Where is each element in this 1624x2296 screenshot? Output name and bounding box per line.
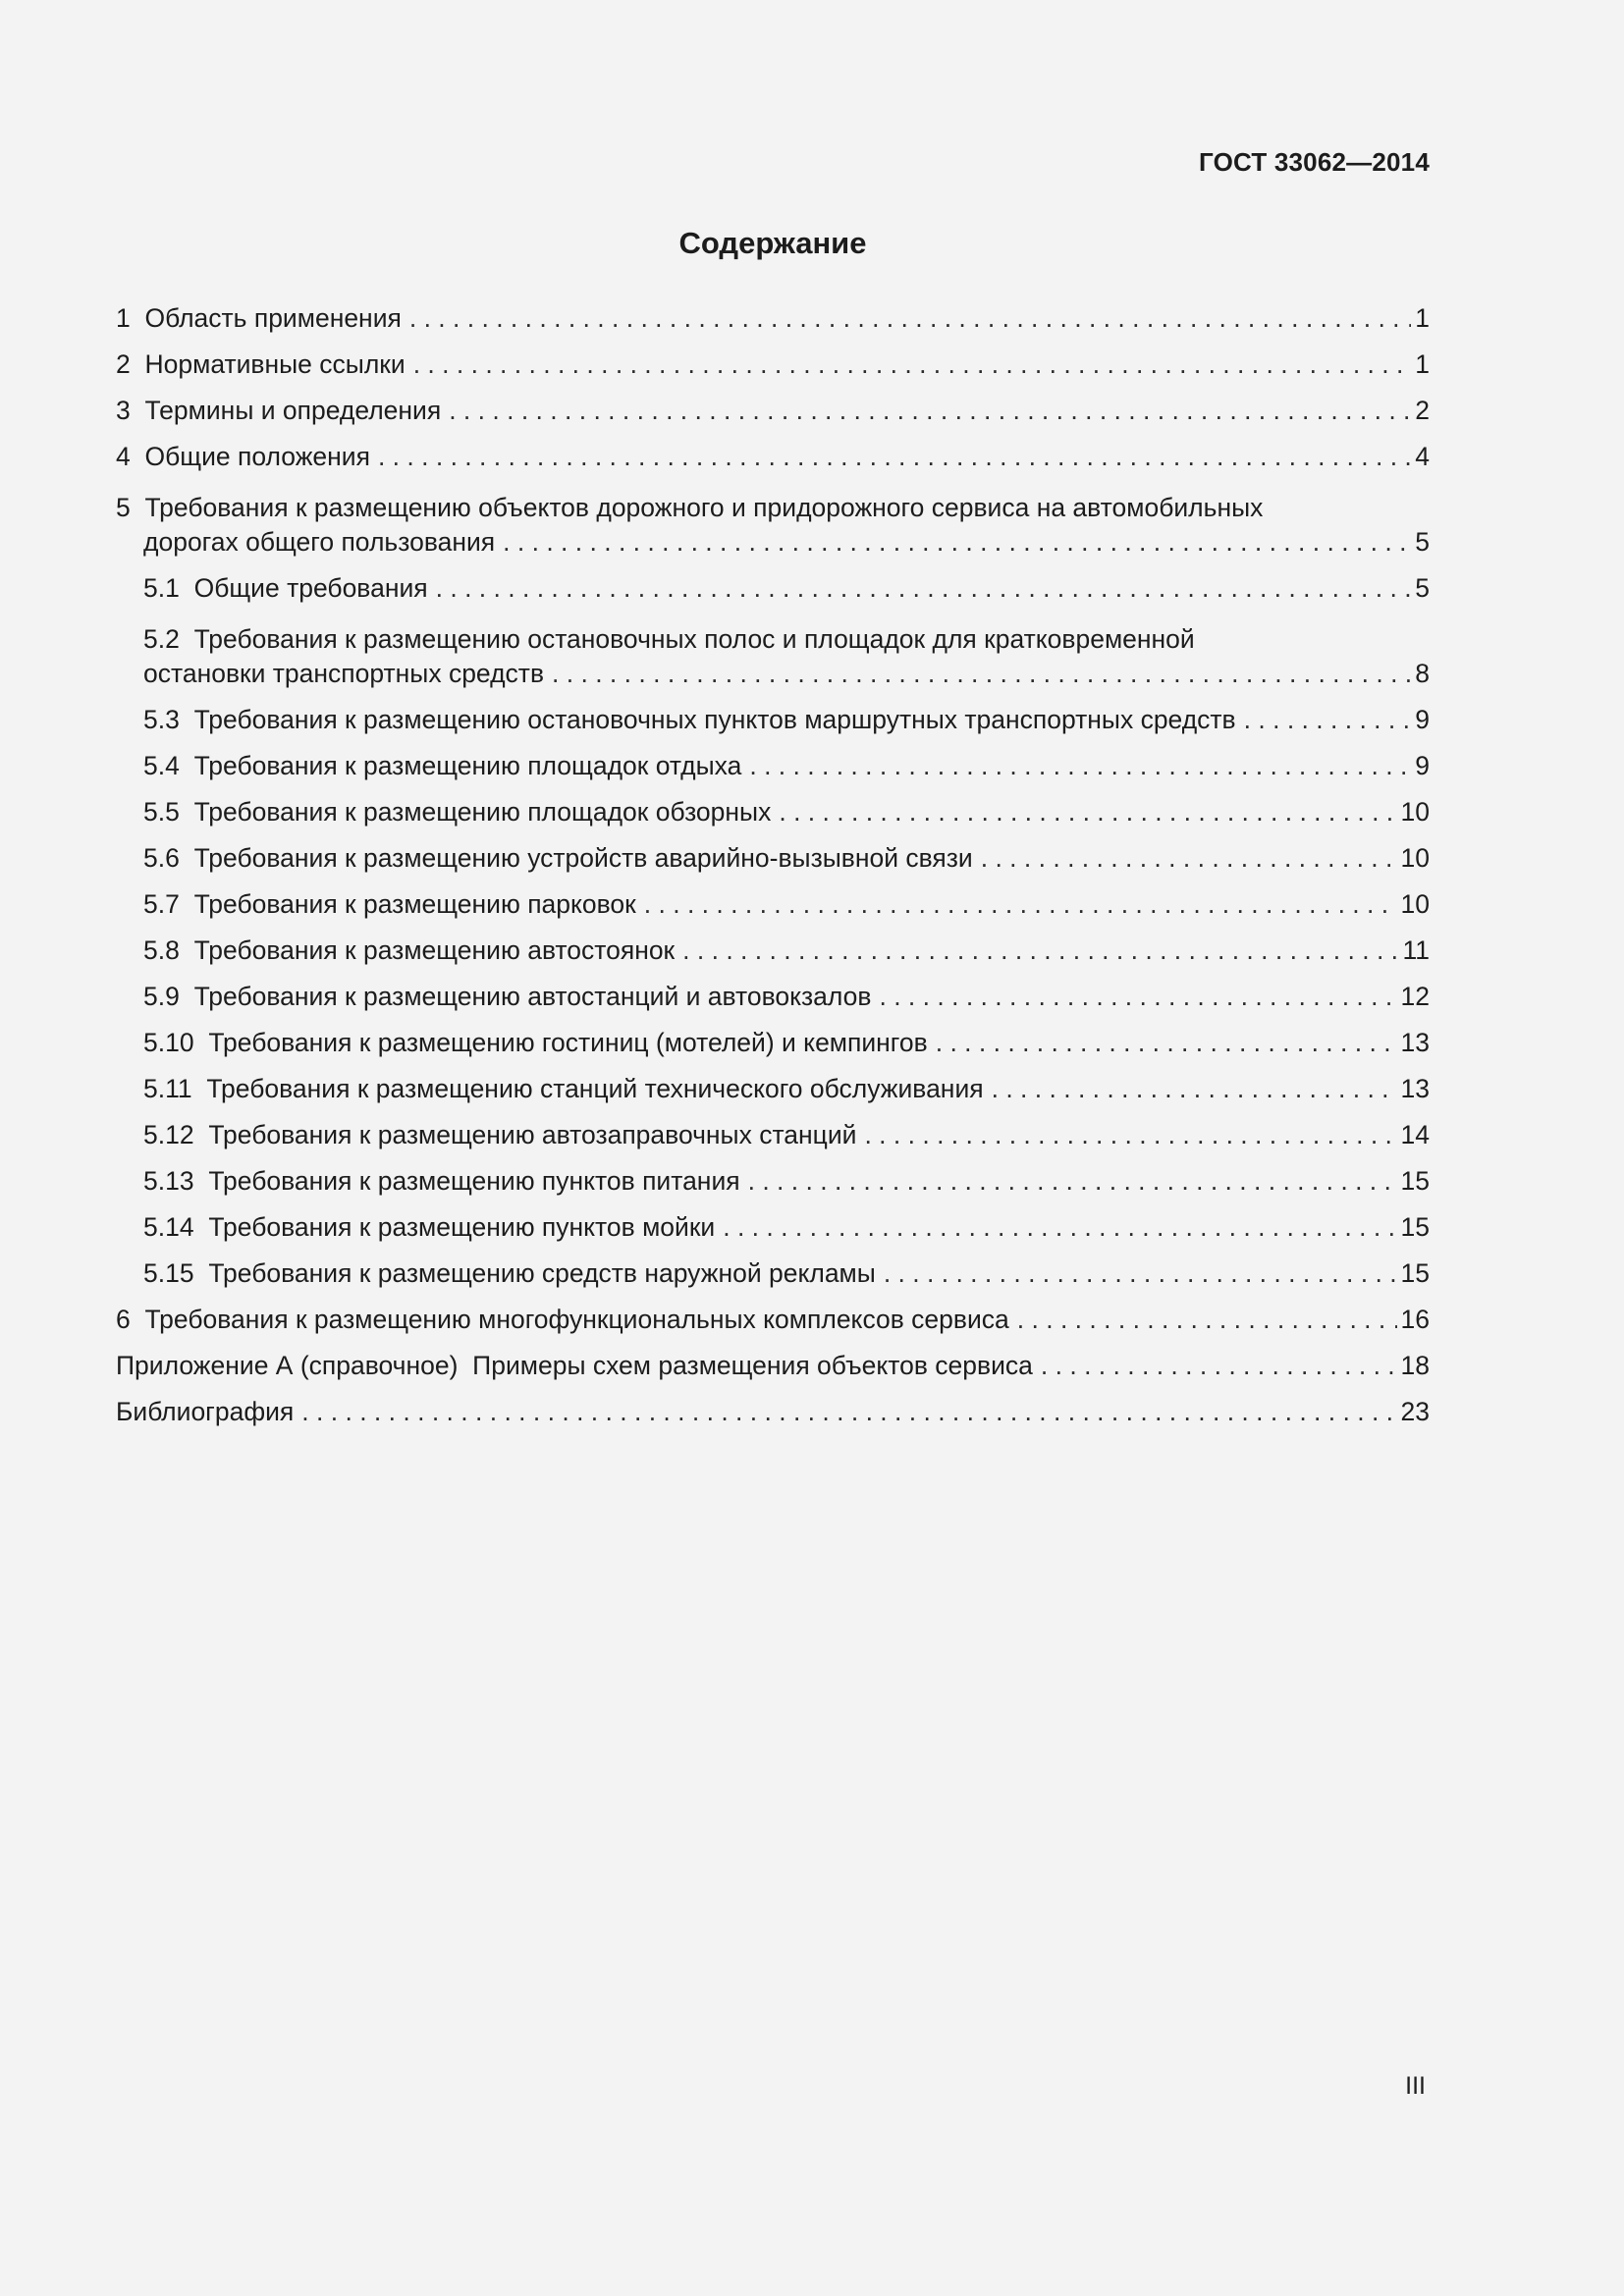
toc-entry-number: 5.9 (143, 982, 180, 1011)
toc-entry-title: Термины и определения (144, 396, 442, 425)
toc-entry-page: 1 (1415, 349, 1430, 379)
toc-entry[interactable] (116, 619, 1430, 705)
toc-entry-title-continued: остановки транспортных средств (143, 659, 545, 688)
toc-entry-page: 8 (1415, 659, 1430, 688)
toc-entry[interactable] (116, 889, 1430, 935)
toc-entry-title: Общие требования (193, 573, 428, 603)
toc-entry-number: 5.7 (143, 889, 180, 919)
toc-entry-page: 2 (1415, 396, 1430, 425)
toc-entry[interactable] (116, 1258, 1430, 1305)
toc-entry[interactable] (116, 1305, 1430, 1351)
toc-entry-number: 5.13 (143, 1166, 194, 1196)
toc-entry-title: Область применения (144, 303, 402, 333)
dot-leader (378, 442, 1411, 472)
toc-entry-page: 9 (1415, 705, 1430, 734)
toc-entry-number: 2 (116, 349, 131, 379)
toc-entry-number: 3 (116, 396, 131, 425)
toc-title: Содержание (678, 226, 867, 260)
toc-entry-number: 5.6 (143, 843, 180, 873)
toc-entry-title: Требования к размещению устройств аварийно-вызывной связи (193, 843, 973, 873)
toc-entry[interactable] (116, 442, 1430, 488)
document-code: ГОСТ 33062—2014 (1199, 147, 1430, 177)
toc-entry[interactable] (116, 1074, 1430, 1120)
appendix-label: Приложение А (справочное) (116, 1351, 459, 1380)
toc-entry-page: 10 (1400, 797, 1430, 827)
toc-entry-page: 15 (1400, 1258, 1430, 1288)
dot-leader (682, 935, 1398, 966)
toc-entry-title: Требования к размещению гостиниц (мотелей) и кемпингов (208, 1028, 928, 1057)
toc-entry-page: 16 (1400, 1305, 1430, 1334)
dot-leader (1017, 1305, 1397, 1335)
toc-entry-title: Требования к размещению многофункциональных комплексов сервиса (144, 1305, 1009, 1334)
dot-leader (413, 349, 1412, 380)
toc-entry-title: Требования к размещению автозаправочных станций (208, 1120, 857, 1149)
toc-entry-number: 4 (116, 442, 131, 471)
toc-entry-page: 15 (1400, 1212, 1430, 1242)
toc-entry-number: 1 (116, 303, 131, 333)
toc-entry-number: 5.8 (143, 935, 180, 965)
toc-entry-page: 13 (1400, 1074, 1430, 1103)
toc-entry[interactable] (116, 396, 1430, 442)
toc-entry-title: Требования к размещению остановочных пунктов маршрутных транспортных средств (193, 705, 1236, 734)
dot-leader (449, 396, 1411, 426)
dot-leader (552, 659, 1411, 689)
toc-entry-title: Требования к размещению станций технического обслуживания (206, 1074, 984, 1103)
toc-entry-title: Примеры схем размещения объектов сервиса (472, 1351, 1033, 1380)
toc-entry-title: Требования к размещению автостанций и автовокзалов (193, 982, 872, 1011)
toc-entry-title: Библиография (116, 1397, 295, 1426)
toc-entry-title: Нормативные ссылки (144, 349, 406, 379)
toc-entry-page: 4 (1415, 442, 1430, 471)
toc-entry-page: 18 (1400, 1351, 1430, 1380)
toc-entry-title: Требования к размещению пунктов мойки (208, 1212, 716, 1242)
dot-leader (936, 1028, 1397, 1058)
dot-leader (981, 843, 1397, 874)
dot-leader (409, 303, 1411, 334)
toc-entry-bibliography[interactable] (116, 1397, 1430, 1443)
toc-entry-page: 11 (1402, 935, 1430, 965)
toc-entry-title: Требования к размещению площадок отдыха (193, 751, 742, 780)
table-of-contents (116, 303, 1430, 1443)
toc-entry-number: 5.14 (143, 1212, 194, 1242)
toc-entry-page: 23 (1400, 1397, 1430, 1426)
toc-entry-page: 13 (1400, 1028, 1430, 1057)
toc-entry-number: 5.3 (143, 705, 180, 734)
toc-entry-number: 5.15 (143, 1258, 194, 1288)
toc-entry[interactable] (116, 751, 1430, 797)
toc-entry[interactable] (116, 843, 1430, 889)
toc-entry-page: 1 (1415, 303, 1430, 333)
dot-leader (779, 797, 1396, 828)
page-number: III (1405, 2072, 1426, 2100)
toc-entry[interactable] (116, 573, 1430, 619)
toc-entry[interactable] (116, 705, 1430, 751)
toc-entry[interactable] (116, 1028, 1430, 1074)
toc-entry-page: 14 (1400, 1120, 1430, 1149)
toc-entry[interactable] (116, 303, 1430, 349)
dot-leader (992, 1074, 1397, 1104)
dot-leader (503, 527, 1411, 558)
toc-entry-number: 5.5 (143, 797, 180, 827)
toc-entry-number: 5.12 (143, 1120, 194, 1149)
toc-entry-title: Требования к размещению средств наружной рекламы (208, 1258, 876, 1288)
toc-entry[interactable] (116, 1166, 1430, 1212)
dot-leader (879, 982, 1396, 1012)
toc-entry[interactable] (116, 349, 1430, 396)
dot-leader (749, 751, 1411, 781)
dot-leader (1041, 1351, 1397, 1381)
toc-entry-title: Общие положения (144, 442, 370, 471)
dot-leader (748, 1166, 1397, 1197)
toc-entry-page: 5 (1415, 573, 1430, 603)
dot-leader (301, 1397, 1396, 1427)
toc-entry-appendix[interactable] (116, 1351, 1430, 1397)
toc-entry-page: 10 (1400, 843, 1430, 873)
toc-entry-number: 5.4 (143, 751, 180, 780)
toc-entry-page: 5 (1415, 527, 1430, 557)
dot-leader (1244, 705, 1412, 735)
toc-entry-title-continued: дорогах общего пользования (143, 527, 496, 557)
toc-entry-title: Требования к размещению парковок (193, 889, 636, 919)
toc-entry[interactable] (116, 797, 1430, 843)
toc-entry-number: 5.1 (143, 573, 180, 603)
dot-leader (436, 573, 1412, 604)
toc-entry[interactable] (116, 1212, 1430, 1258)
toc-entry[interactable] (116, 982, 1430, 1028)
toc-entry[interactable] (116, 1120, 1430, 1166)
toc-entry-page: 9 (1415, 751, 1430, 780)
toc-entry-page: 12 (1400, 982, 1430, 1011)
toc-entry-number: 5 (116, 493, 131, 522)
dot-leader (864, 1120, 1396, 1150)
toc-entry-number: 5.2 (143, 624, 180, 654)
toc-entry[interactable] (116, 935, 1430, 982)
dot-leader (644, 889, 1397, 920)
dot-leader (884, 1258, 1397, 1289)
toc-entry-page: 10 (1400, 889, 1430, 919)
toc-entry-title: Требования к размещению остановочных полос и площадок для кратковременной (193, 624, 1195, 654)
toc-entry-title: Требования к размещению автостоянок (193, 935, 676, 965)
dot-leader (723, 1212, 1396, 1243)
toc-entry-number: 5.10 (143, 1028, 194, 1057)
toc-entry-number: 5.11 (143, 1074, 192, 1103)
toc-entry-title: Требования к размещению объектов дорожного и придорожного сервиса на автомобильных (144, 493, 1264, 522)
toc-entry-title: Требования к размещению пунктов питания (208, 1166, 740, 1196)
toc-entry-page: 15 (1400, 1166, 1430, 1196)
toc-entry[interactable] (116, 488, 1430, 573)
toc-entry-number: 6 (116, 1305, 131, 1334)
toc-entry-title: Требования к размещению площадок обзорных (193, 797, 772, 827)
